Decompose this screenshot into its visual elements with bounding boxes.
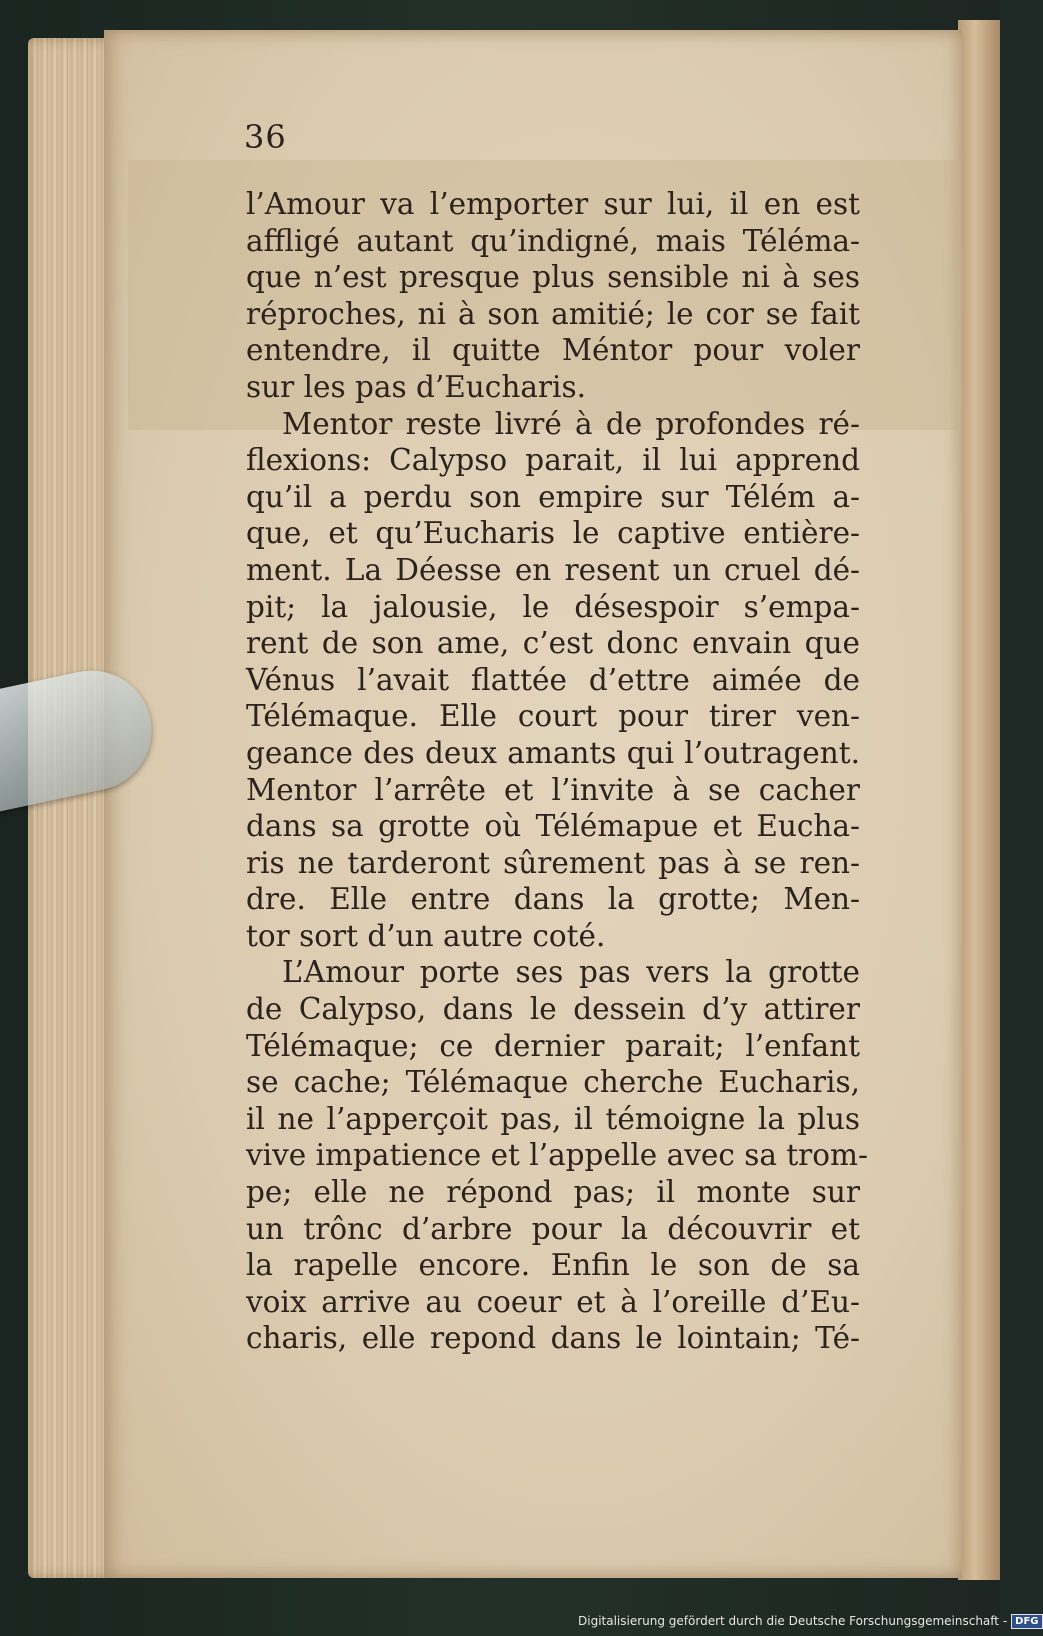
- text-line: que, et qu’Eucharis le captive entière-: [246, 516, 860, 551]
- page-number: 36: [244, 118, 287, 156]
- text-line: geance des deux amants qui l’outragent.: [246, 735, 860, 770]
- text-line: pit; la jalousie, le désespoir s’empa-: [246, 589, 860, 624]
- text-line: voix arrive au coeur et à l’oreille d’Eu-: [246, 1284, 860, 1319]
- text-line: il ne l’apperçoit pas, il témoigne la plus: [246, 1101, 860, 1136]
- text-line: l’Amour va l’emporter sur lui, il en est: [246, 187, 860, 221]
- text-line: qu’il a perdu son empire sur Télém a-: [246, 479, 860, 514]
- text-line: réproches, ni à son amitié; le cor se fait: [246, 296, 860, 331]
- text-line: vive impatience et l’appelle avec sa trom-: [246, 1138, 868, 1173]
- text-line: Télémaque; ce dernier parait; l’enfant: [246, 1028, 860, 1063]
- text-line: de Calypso, dans le dessein d’y attirer: [246, 992, 860, 1027]
- body-text: [246, 186, 868, 1357]
- dfg-logo: DFG: [1011, 1614, 1042, 1629]
- text-line: charis, elle repond dans le lointain; Té-: [246, 1321, 860, 1356]
- text-line: la rapelle encore. Enfin le son de sa: [246, 1248, 860, 1283]
- text-line: flexions: Calypso parait, il lui apprend: [246, 443, 860, 478]
- text-line: entendre, il quitte Méntor pour voler: [246, 333, 860, 368]
- text-line: un trônc d’arbre pour la découvrir et: [246, 1211, 860, 1246]
- footer-credit: [578, 1610, 1043, 1632]
- text-line: Mentor reste livré à de profondes ré-: [282, 406, 860, 441]
- text-line: dre. Elle entre dans la grotte; Men-: [246, 882, 860, 917]
- footer-text: Digitalisierung gefördert durch die Deutsche Forschungsgemeinschaft -: [578, 1614, 1008, 1628]
- text-line: que n’est presque plus sensible ni à ses: [246, 260, 860, 295]
- text-line: se cache; Télémaque cherche Eucharis,: [246, 1065, 860, 1100]
- text-line: L’Amour porte ses pas vers la grotte: [282, 955, 860, 990]
- text-line: Télémaque. Elle court pour tirer ven-: [246, 699, 860, 734]
- next-page-edge: [958, 20, 1000, 1580]
- text-line: Vénus l’avait flattée d’ettre aimée de: [246, 662, 860, 697]
- text-line: rent de son ame, c’est donc envain que: [246, 626, 860, 661]
- text-line: pe; elle ne répond pas; il monte sur: [246, 1175, 860, 1210]
- text-line: Mentor l’arrête et l’invite à se cacher: [246, 772, 860, 807]
- text-line: ment. La Déesse en resent un cruel dé-: [246, 552, 860, 587]
- text-line: sur les pas d’Eucharis.: [246, 369, 586, 404]
- text-line: dans sa grotte où Télémapue et Eucha-: [246, 809, 860, 844]
- text-line: ris ne tarderont sûrement pas à se ren-: [246, 845, 860, 880]
- text-line: affligé autant qu’indigné, mais Téléma-: [246, 223, 860, 258]
- text-line: tor sort d’un autre coté.: [246, 918, 606, 953]
